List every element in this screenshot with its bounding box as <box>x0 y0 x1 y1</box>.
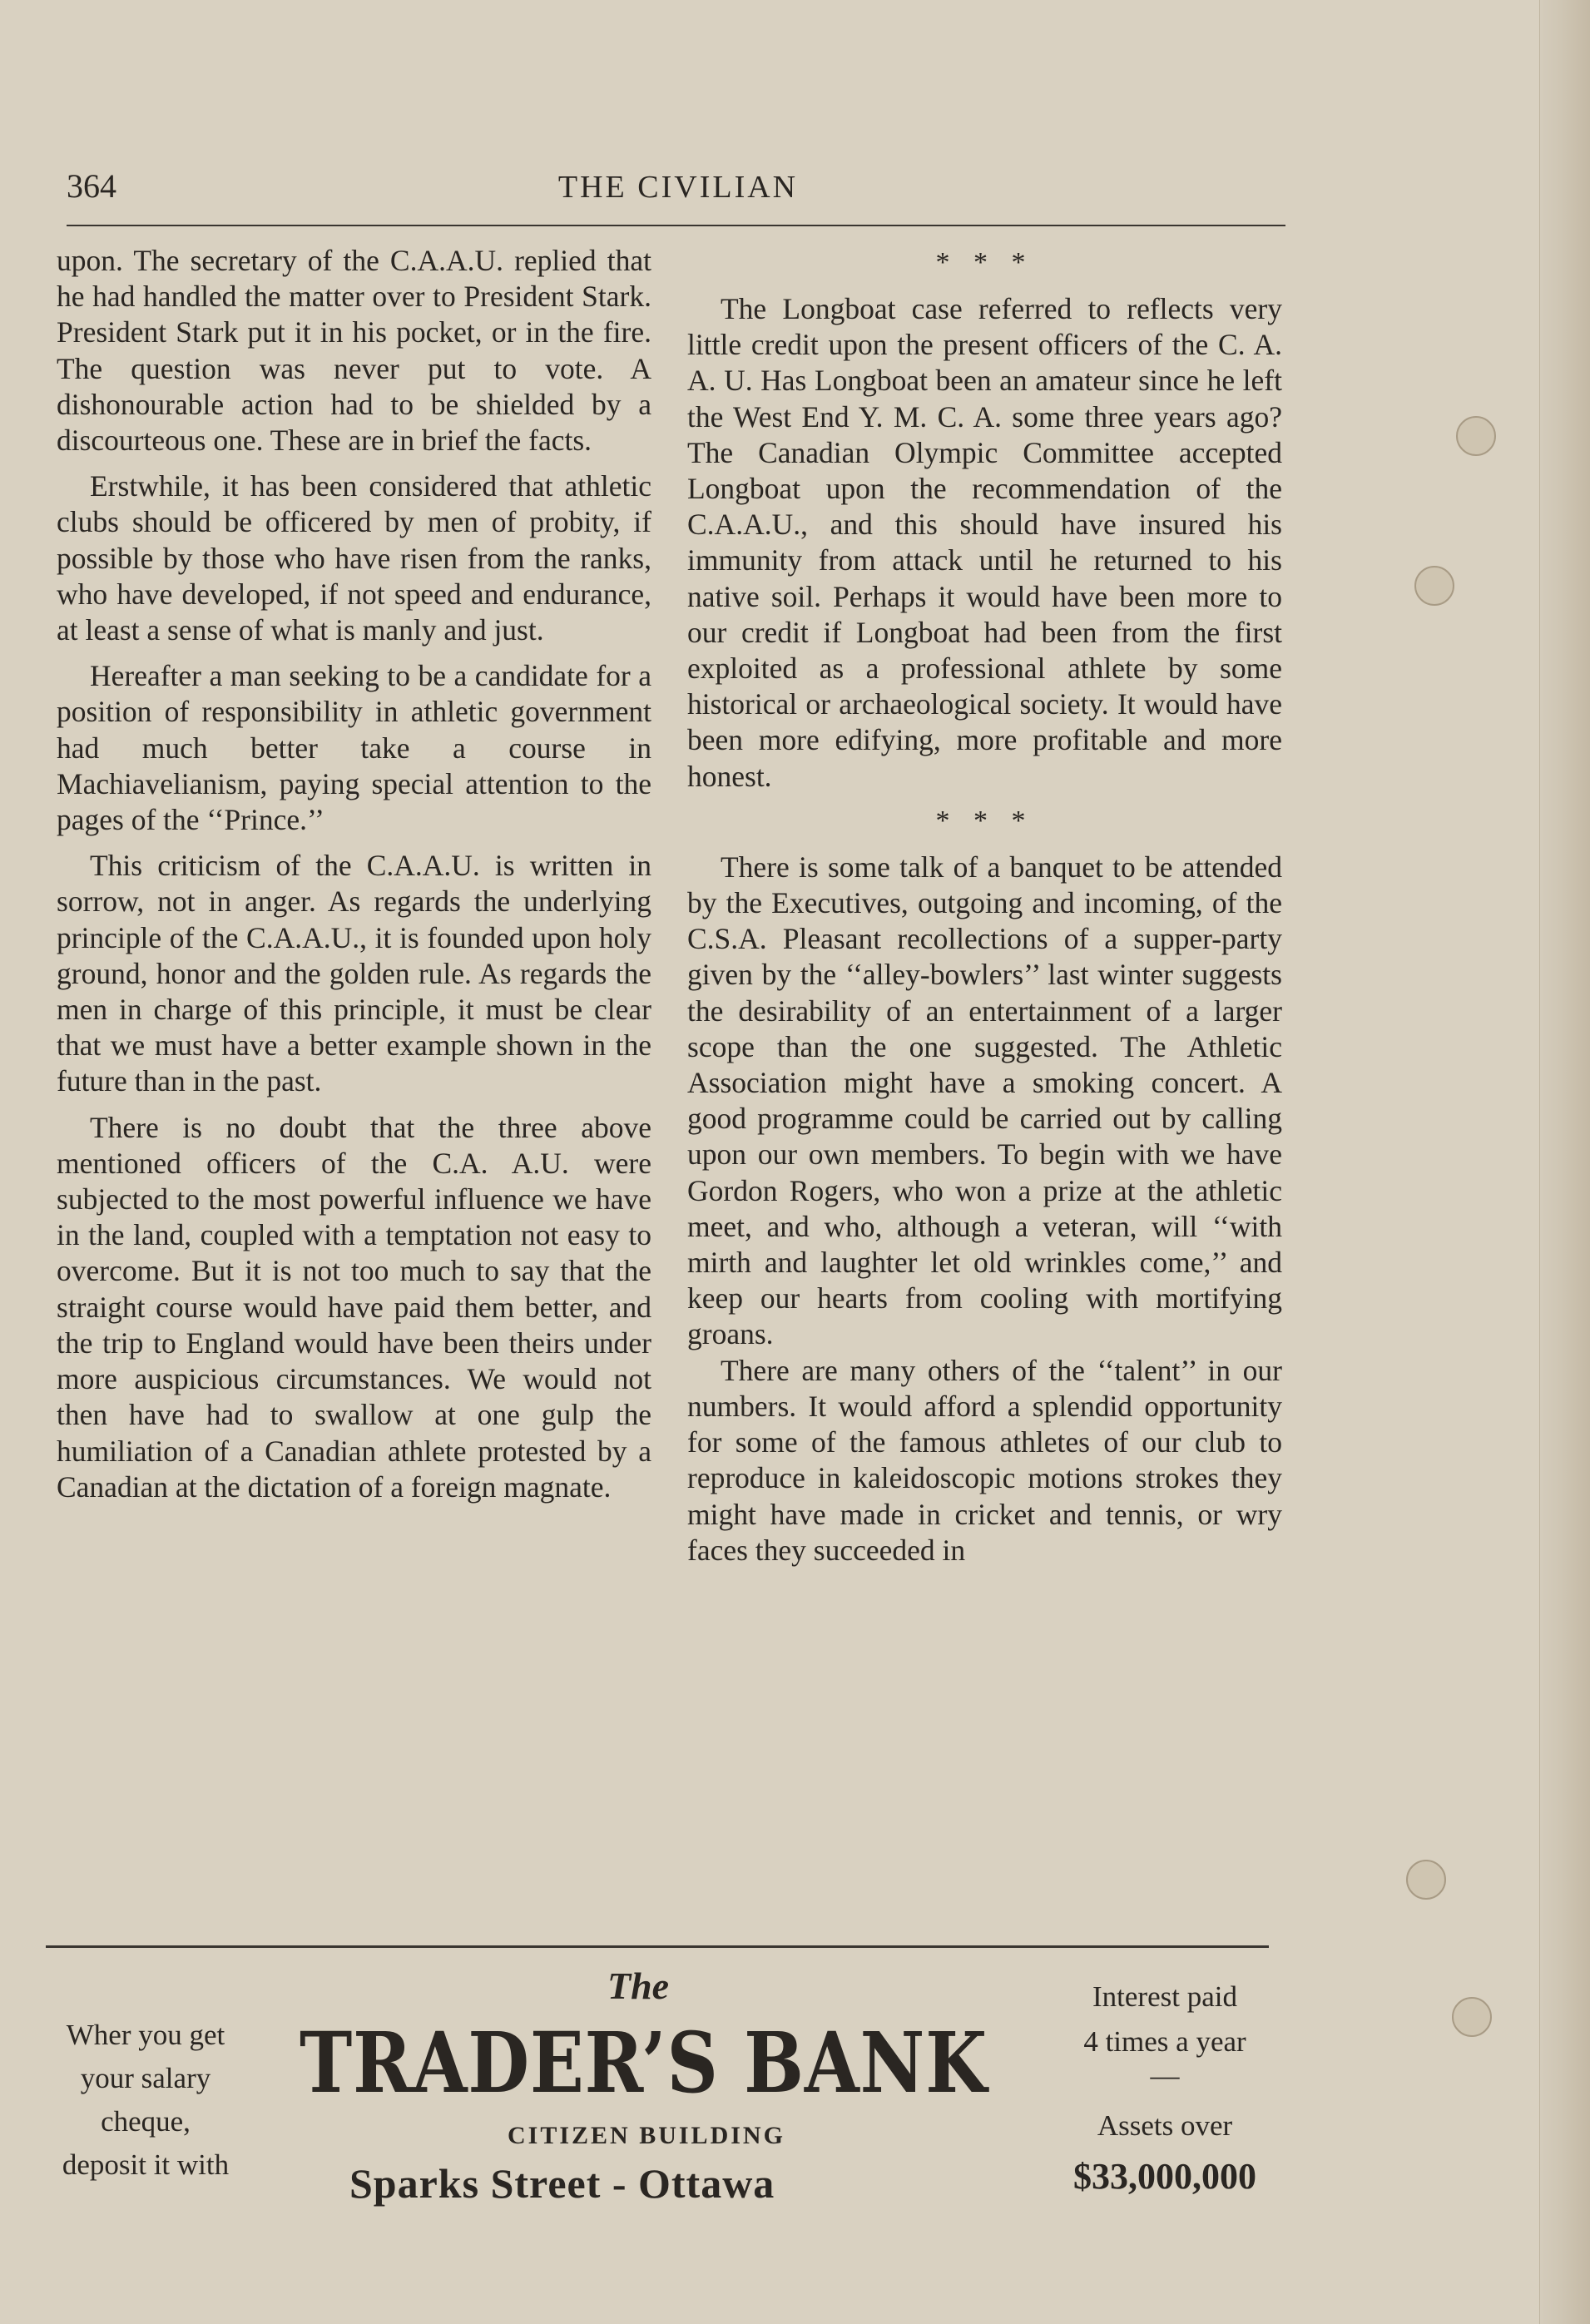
page-edge <box>1539 0 1590 2324</box>
ad-left-line: your salary <box>80 2062 211 2094</box>
bank-address: Sparks Street - Ottawa <box>349 2160 775 2207</box>
section-separator: * * * <box>935 805 1034 836</box>
footer-rule <box>46 1945 1269 1948</box>
running-title: THE CIVILIAN <box>557 170 799 205</box>
ad-left-line: cheque, <box>101 2105 191 2138</box>
bank-building: CITIZEN BUILDING <box>508 2122 785 2149</box>
ad-right-line: 4 times a year <box>1083 2025 1246 2058</box>
ad-right-dash: — <box>1150 2059 1180 2092</box>
bank-advertisement <box>33 1964 1281 2213</box>
left-column <box>57 243 651 1505</box>
paragraph: There are many others of the ‘‘talent’’ in our numbers. It would afford a splendid opportunity for some of the famous athletes of our club to reproduce in kaleidoscopic motions strokes they might have made in cricket and tennis, or wry faces they succeeded in <box>687 1353 1282 1567</box>
ad-assets-value: $33,000,000 <box>1073 2156 1256 2197</box>
paragraph: There is some talk of a banquet to be attended by the Executives, outgoing and incoming, of the C.S.A. Pleasant recollections of a supper-party given by the ‘‘alley-bowlers’’ last winter suggests the desirability of an entertainment of a larger scope than the one suggested. The Athletic Association might have a smoking concert. A good programme could be carried out by calling upon our own members. To begin with we have Gordon Rogers, who won a prize at the athletic meet, and who, although a veteran, will ‘‘with mirth and laughter let old wrinkles come,’’ and keep our hearts from cooling with mortifying groans. <box>687 850 1282 1351</box>
ad-left-text <box>33 2014 258 2187</box>
header-rule <box>67 225 1285 226</box>
page-number: 364 <box>67 167 116 205</box>
paragraph: Hereafter a man seeking to be a candidate for a position of responsibility in athletic government had much better take a course in Machiavelianism, paying special attention to the pages of the ‘‘Prince.’’ <box>57 659 651 837</box>
ad-left-line: deposit it with <box>62 2148 230 2181</box>
paragraph: There is no doubt that the three above mentioned officers of the C.A. A.U. were subjected to the most powerful influence we have in the land, coupled with a temptation not easy to overcome. But it is not too much to say that the straight course would have paid them better, and the trip to England would have been theirs under more auspicious circumstances. We would not then have had to swallow at one gulp the humiliation of a Canadian athlete protested by a Canadian at the dictation of a foreign magnate. <box>57 1110 651 1504</box>
paragraph: Erstwhile, it has been considered that athletic clubs should be officered by men of probity, if possible by those who have risen from the ranks, who have developed, if not speed and endurance, at least a sense of what is manly and just. <box>57 469 651 647</box>
right-column <box>687 243 1282 1568</box>
ad-the: The <box>607 1965 670 2007</box>
binding-hole <box>1456 416 1496 456</box>
binding-hole <box>1452 1997 1492 2037</box>
ad-left-line: Wher you get <box>66 2019 225 2051</box>
paragraph: The Longboat case referred to reflects very little credit upon the present officers of the C. A. A. U. Has Longboat been an amateur since he left the West End Y. M. C. A. some three years ago? The Canadian Olympic Committee accepted Longboat upon the recommendation of the C.A.A.U., and this should have insured his immunity from attack until he returned to his native soil. Perhaps it would have been more to our credit if Longboat had been from the first exploited as a professional athlete by some historical or archaeological society. It would have been more edifying, more profitable and more honest. <box>687 292 1282 793</box>
paragraph: This criticism of the C.A.A.U. is written in sorrow, not in anger. As regards the underlying principle of the C.A.A.U., it is founded upon holy ground, honor and the golden rule. As regards the men in charge of this principle, it must be clear that we must have a better example shown in the future than in the past. <box>57 849 651 1098</box>
page-header <box>67 166 1290 216</box>
paragraph: upon. The secretary of the C.A.A.U. replied that he had handled the matter over to President Stark. President Stark put it in his pocket, or in the fire. The question was never put to vote. A dishonourable action had to be shielded by a discourteous one. These are in brief the facts. <box>57 244 651 458</box>
ad-right-line: Assets over <box>1097 2109 1233 2142</box>
binding-hole <box>1406 1860 1446 1900</box>
bank-name: TRADER’S BANK <box>300 2014 988 2112</box>
binding-hole <box>1414 566 1454 606</box>
section-separator: * * * <box>935 247 1034 278</box>
ad-right-line: Interest paid <box>1092 1980 1237 2013</box>
